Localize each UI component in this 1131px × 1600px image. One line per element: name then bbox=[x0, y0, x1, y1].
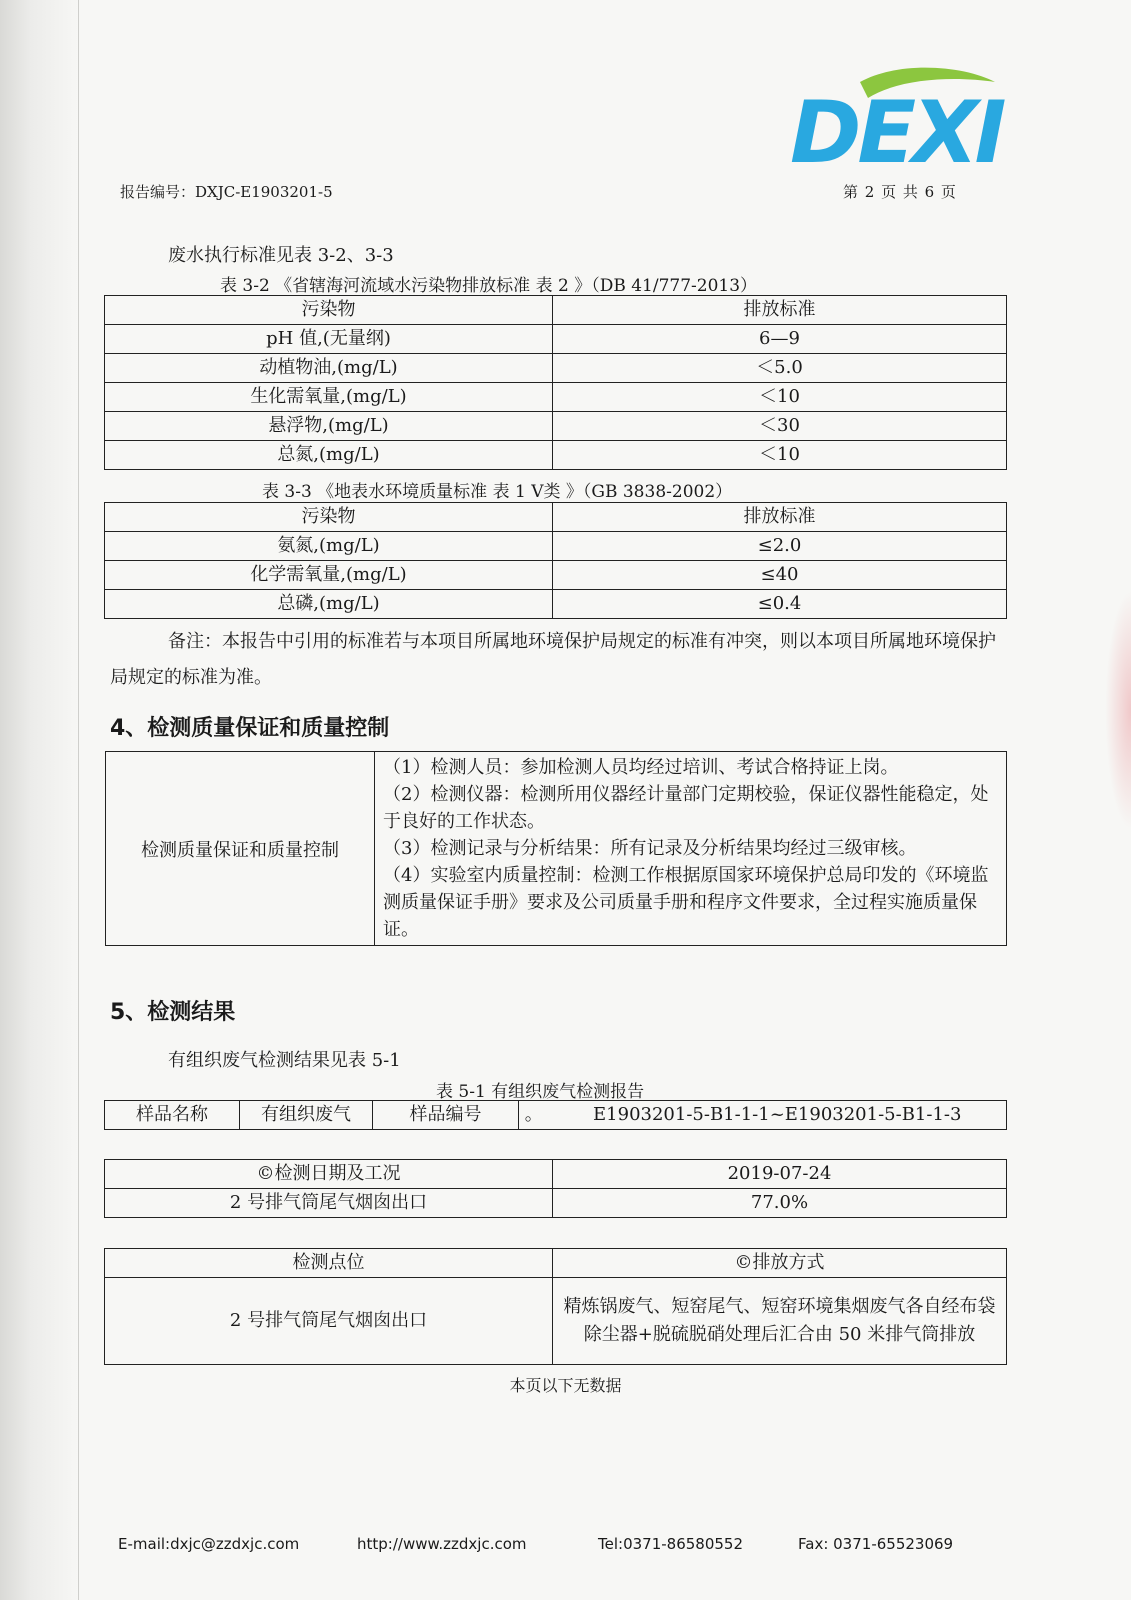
table-row bbox=[105, 561, 1007, 590]
table-row bbox=[105, 532, 1007, 561]
table-3-3-caption: 表 3-3 《地表水环境质量标准 表 1 V类 》（GB 3838-2002） bbox=[262, 482, 733, 502]
pollutant-cell: 化学需氧量,(mg/L) bbox=[105, 561, 553, 590]
pollutant-cell: 动植物油,(mg/L) bbox=[105, 354, 553, 383]
date-label: ©检测日期及工况 bbox=[105, 1160, 553, 1189]
qc-item: （1）检测人员：参加检测人员均经过培训、考试合格持证上岗。 bbox=[383, 757, 899, 778]
date-value: 2019-07-24 bbox=[553, 1160, 1007, 1189]
load-value: 77.0% bbox=[553, 1189, 1007, 1218]
no-data-note: 本页以下无数据 bbox=[509, 1376, 622, 1395]
logo-text: DEXI bbox=[790, 83, 1003, 174]
sample-info-table bbox=[104, 1100, 1007, 1130]
sample-id-label: 样品编号 bbox=[373, 1101, 519, 1130]
date-condition-table bbox=[104, 1159, 1007, 1218]
footer-website: http://www.zzdxjc.com bbox=[357, 1535, 527, 1553]
pollutant-cell: 总磷,(mg/L) bbox=[105, 590, 553, 619]
pollutant-cell: 生化需氧量,(mg/L) bbox=[105, 383, 553, 412]
table-row bbox=[105, 1160, 1007, 1189]
standard-cell: 6—9 bbox=[553, 325, 1007, 354]
quality-control-content bbox=[375, 752, 1007, 946]
table-row bbox=[105, 383, 1007, 412]
sample-id-value: E1903201-5-B1-1-1~E1903201-5-B1-1-3 bbox=[549, 1101, 1007, 1130]
table-5-1-caption: 表 5-1 有组织废气检测报告 bbox=[436, 1082, 645, 1102]
header-pollutant: 污染物 bbox=[105, 296, 553, 325]
table-header-row bbox=[105, 503, 1007, 532]
table-row bbox=[105, 590, 1007, 619]
table-row bbox=[105, 441, 1007, 470]
standard-cell: ＜30 bbox=[553, 412, 1007, 441]
table-row bbox=[105, 1101, 1007, 1130]
table-3-2-caption: 表 3-2 《省辖海河流域水污染物排放标准 表 2 》（DB 41/777-2013） bbox=[220, 276, 758, 296]
table-header-row bbox=[105, 1249, 1007, 1278]
table-3-3 bbox=[104, 502, 1007, 619]
qc-item: （3）检测记录与分析结果：所有记录及分析结果均经过三级审核。 bbox=[383, 838, 917, 859]
table-3-2 bbox=[104, 295, 1007, 470]
header-standard: 排放标准 bbox=[553, 296, 1007, 325]
standard-cell: ＜5.0 bbox=[553, 354, 1007, 383]
standard-cell: ＜10 bbox=[553, 383, 1007, 412]
emission-point-table bbox=[104, 1248, 1007, 1365]
seal-edge bbox=[1105, 590, 1131, 830]
header-pollutant: 污染物 bbox=[105, 503, 553, 532]
quality-control-table bbox=[105, 751, 1007, 946]
company-logo bbox=[790, 64, 1020, 174]
footer-fax: Fax: 0371-65523069 bbox=[798, 1535, 954, 1553]
table-row bbox=[105, 325, 1007, 354]
pollutant-cell: 氨氮,(mg/L) bbox=[105, 532, 553, 561]
page-number: 第 2 页 共 6 页 bbox=[843, 183, 957, 201]
pollutant-cell: 总氮,(mg/L) bbox=[105, 441, 553, 470]
results-intro: 有组织废气检测结果见表 5-1 bbox=[168, 1050, 401, 1071]
qc-item: （2）检测仪器：检测所用仪器经计量部门定期校验，保证仪器性能稳定，处于良好的工作状态。 bbox=[383, 784, 989, 832]
footer-tel: Tel:0371-86580552 bbox=[598, 1535, 743, 1553]
header-point: 检测点位 bbox=[105, 1249, 553, 1278]
header-method: ©排放方式 bbox=[553, 1249, 1007, 1278]
table-row bbox=[105, 1189, 1007, 1218]
quality-control-label: 检测质量保证和质量控制 bbox=[106, 752, 375, 946]
standard-cell: ≤0.4 bbox=[553, 590, 1007, 619]
method-cell: 精炼锅废气、短窑尾气、短窑环境集烟废气各自经布袋除尘器+脱硫脱硝处理后汇合由 50 米排气筒排放 bbox=[553, 1278, 1007, 1365]
binding-edge bbox=[0, 0, 79, 1600]
sample-id-dot: 。 bbox=[519, 1101, 549, 1130]
pollutant-cell: pH 值,(无量纲) bbox=[105, 325, 553, 354]
sample-name-value: 有组织废气 bbox=[240, 1101, 373, 1130]
footer-email: E-mail:dxjc@zzdxjc.com bbox=[118, 1535, 300, 1553]
section-4-title: 4、检测质量保证和质量控制 bbox=[110, 716, 390, 741]
standards-note: 备注：本报告中引用的标准若与本项目所属地环境保护局规定的标准有冲突，则以本项目所属地环境保护局规定的标准为准。 bbox=[110, 631, 996, 688]
qc-item: （4）实验室内质量控制：检测工作根据原国家环境保护总局印发的《环境监测质量保证手册》要求及公司质量手册和程序文件要求，全过程实施质量保证。 bbox=[383, 865, 989, 940]
table-row bbox=[105, 1278, 1007, 1365]
point-cell: 2 号排气筒尾气烟囱出口 bbox=[105, 1189, 553, 1218]
section-5-title: 5、检测结果 bbox=[110, 1000, 236, 1025]
standard-cell: ≤40 bbox=[553, 561, 1007, 590]
standard-cell: ≤2.0 bbox=[553, 532, 1007, 561]
pollutant-cell: 悬浮物,(mg/L) bbox=[105, 412, 553, 441]
table-header-row bbox=[105, 296, 1007, 325]
standard-cell: ＜10 bbox=[553, 441, 1007, 470]
table-row bbox=[105, 412, 1007, 441]
point-cell: 2 号排气筒尾气烟囱出口 bbox=[105, 1278, 553, 1365]
header-standard: 排放标准 bbox=[553, 503, 1007, 532]
standards-intro: 废水执行标准见表 3-2、3-3 bbox=[168, 245, 394, 266]
report-number: 报告编号：DXJC-E1903201-5 bbox=[120, 183, 333, 201]
table-row bbox=[105, 354, 1007, 383]
sample-name-label: 样品名称 bbox=[105, 1101, 240, 1130]
